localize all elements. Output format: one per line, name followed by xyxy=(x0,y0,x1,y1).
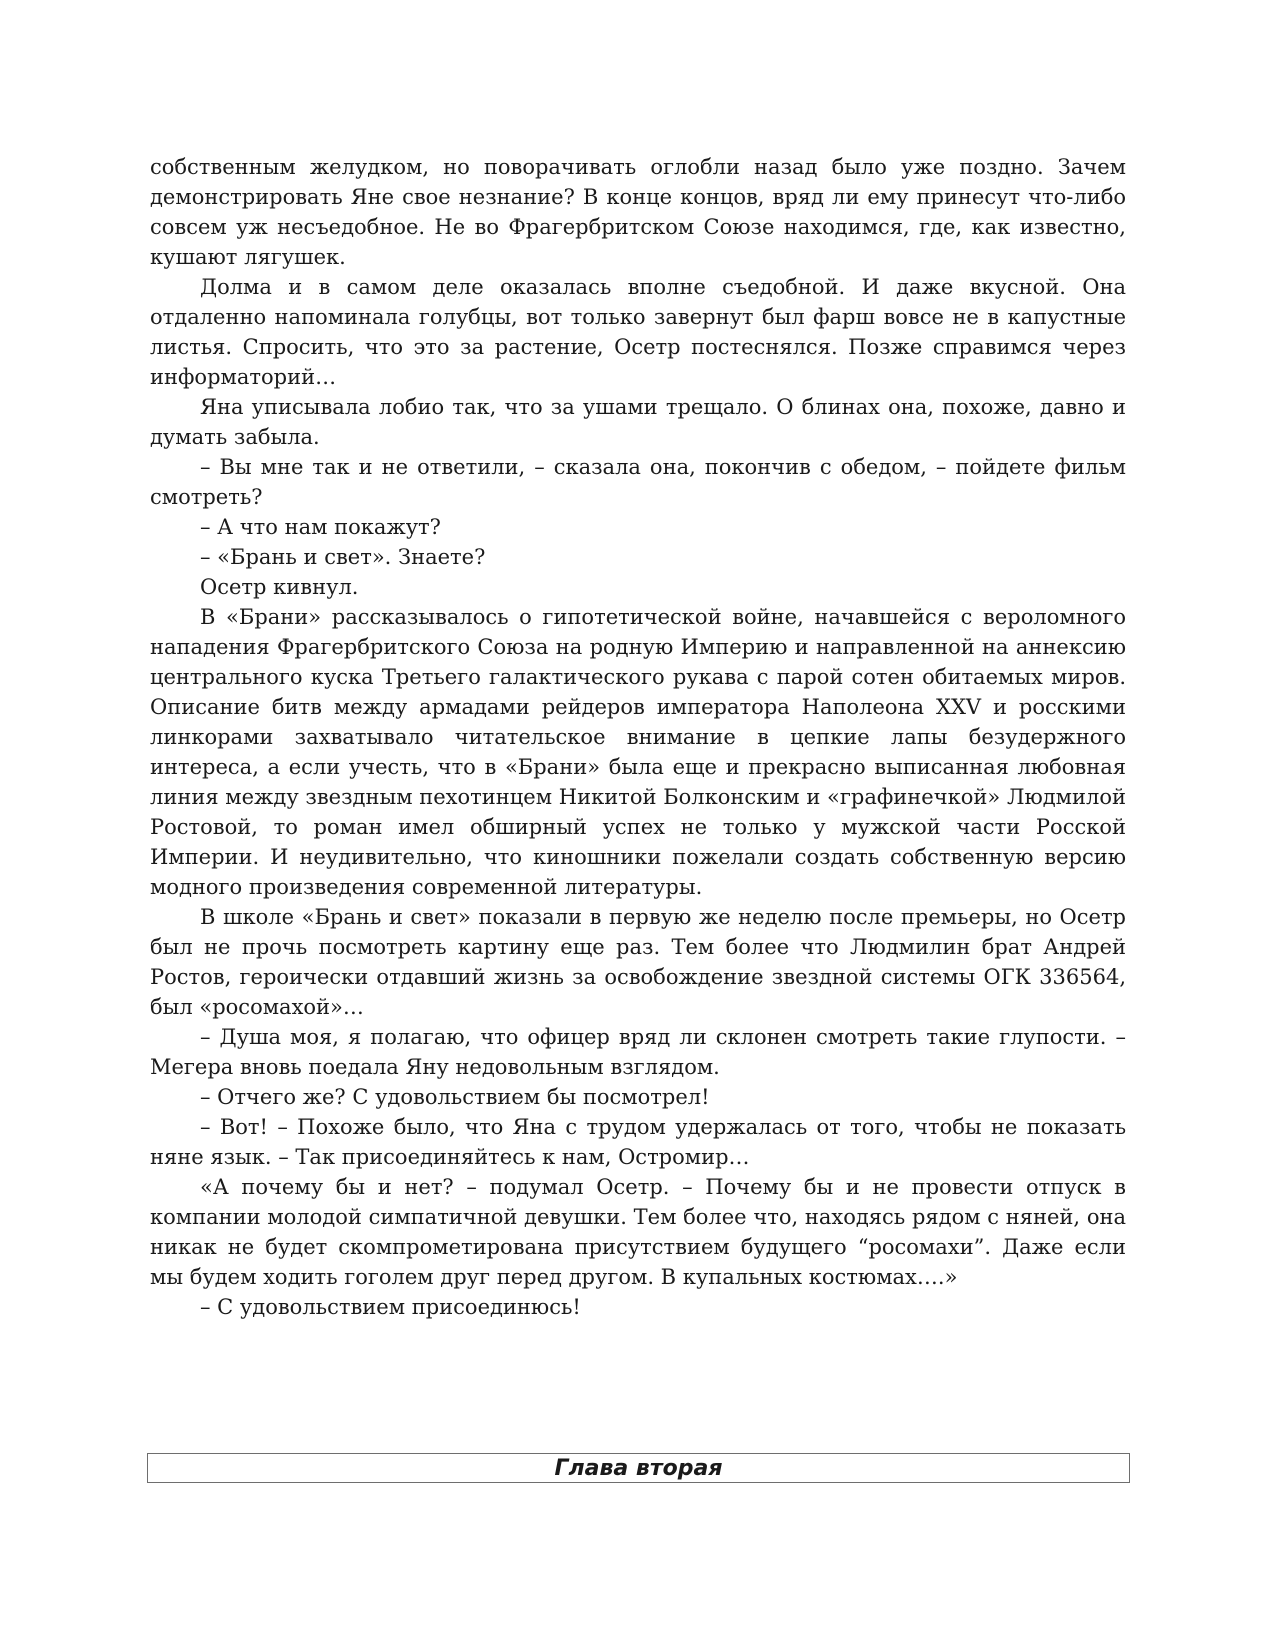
paragraph: Яна уписывала лобио так, что за ушами трещало. О блинах она, похоже, давно и думать забыла. xyxy=(150,395,1126,449)
paragraph: – Отчего же? С удовольствием бы посмотрел! xyxy=(200,1085,710,1109)
paragraph: – С удовольствием присоединюсь! xyxy=(200,1295,581,1319)
paragraph: – «Брань и свет». Знаете? xyxy=(200,545,486,569)
paragraph: В школе «Брань и свет» показали в первую же неделю после премьеры, но Осетр был не прочь посмотреть картину еще раз. Тем более что Людмилин брат Андрей Ростов, героически отдавший жизнь за освобождение звездной системы ОГК 336564, был «росомахой»… xyxy=(150,905,1126,1019)
paragraph: собственным желудком, но поворачивать оглобли назад было уже поздно. Зачем демонстрировать Яне свое незнание? В конце концов, вряд ли ему принесут что-либо совсем уж несъедобное. Не во Фрагербритском Союзе находимся, где, как известно, кушают лягушек. xyxy=(150,155,1126,269)
paragraph: – Вы мне так и не ответили, – сказала она, покончив с обедом, – пойдете фильм смотреть? xyxy=(150,455,1126,509)
body-text xyxy=(150,152,1126,1322)
chapter-heading: Глава вторая xyxy=(554,1455,723,1481)
paragraph: – А что нам покажут? xyxy=(200,515,441,539)
chapter-heading-box xyxy=(147,1453,1130,1483)
paragraph: Осетр кивнул. xyxy=(200,575,359,599)
paragraph: В «Брани» рассказывалось о гипотетической войне, начавшейся с вероломного нападения Фрагербритского Союза на родную Империю и направленной на аннексию центрального куска Третьего галактического рукава с парой сотен обитаемых миров. Описание битв между армадами рейдеров императора Наполеона XXV и росскими линкорами захватывало читательское внимание в цепкие лапы безудержного интереса, а если учесть, что в «Брани» была еще и прекрасно выписанная любовная линия между звездным пехотинцем Никитой Болконским и «графинечкой» Людмилой Ростовой, то роман имел обширный успех не только у мужской части Росской Империи. И неудивительно, что киношники пожелали создать собственную версию модного произведения современной литературы. xyxy=(150,605,1126,899)
paragraph: Долма и в самом деле оказалась вполне съедобной. И даже вкусной. Она отдаленно напоминала голубцы, вот только завернут был фарш вовсе не в капустные листья. Спросить, что это за растение, Осетр постеснялся. Позже справимся через информаторий… xyxy=(150,275,1126,389)
paragraph: «А почему бы и нет? – подумал Осетр. – Почему бы и не провести отпуск в компании молодой симпатичной девушки. Тем более что, находясь рядом с няней, она никак не будет скомпрометирована присутствием будущего “росомахи”. Даже если мы будем ходить гоголем друг перед другом. В купальных костюмах….» xyxy=(150,1175,1126,1289)
paragraph: – Вот! – Похоже было, что Яна с трудом удержалась от того, чтобы не показать няне язык. – Так присоединяйтесь к нам, Остромир… xyxy=(150,1115,1126,1169)
paragraph: – Душа моя, я полагаю, что офицер вряд ли склонен смотреть такие глупости. – Мегера вновь поедала Яну недовольным взглядом. xyxy=(150,1025,1126,1079)
